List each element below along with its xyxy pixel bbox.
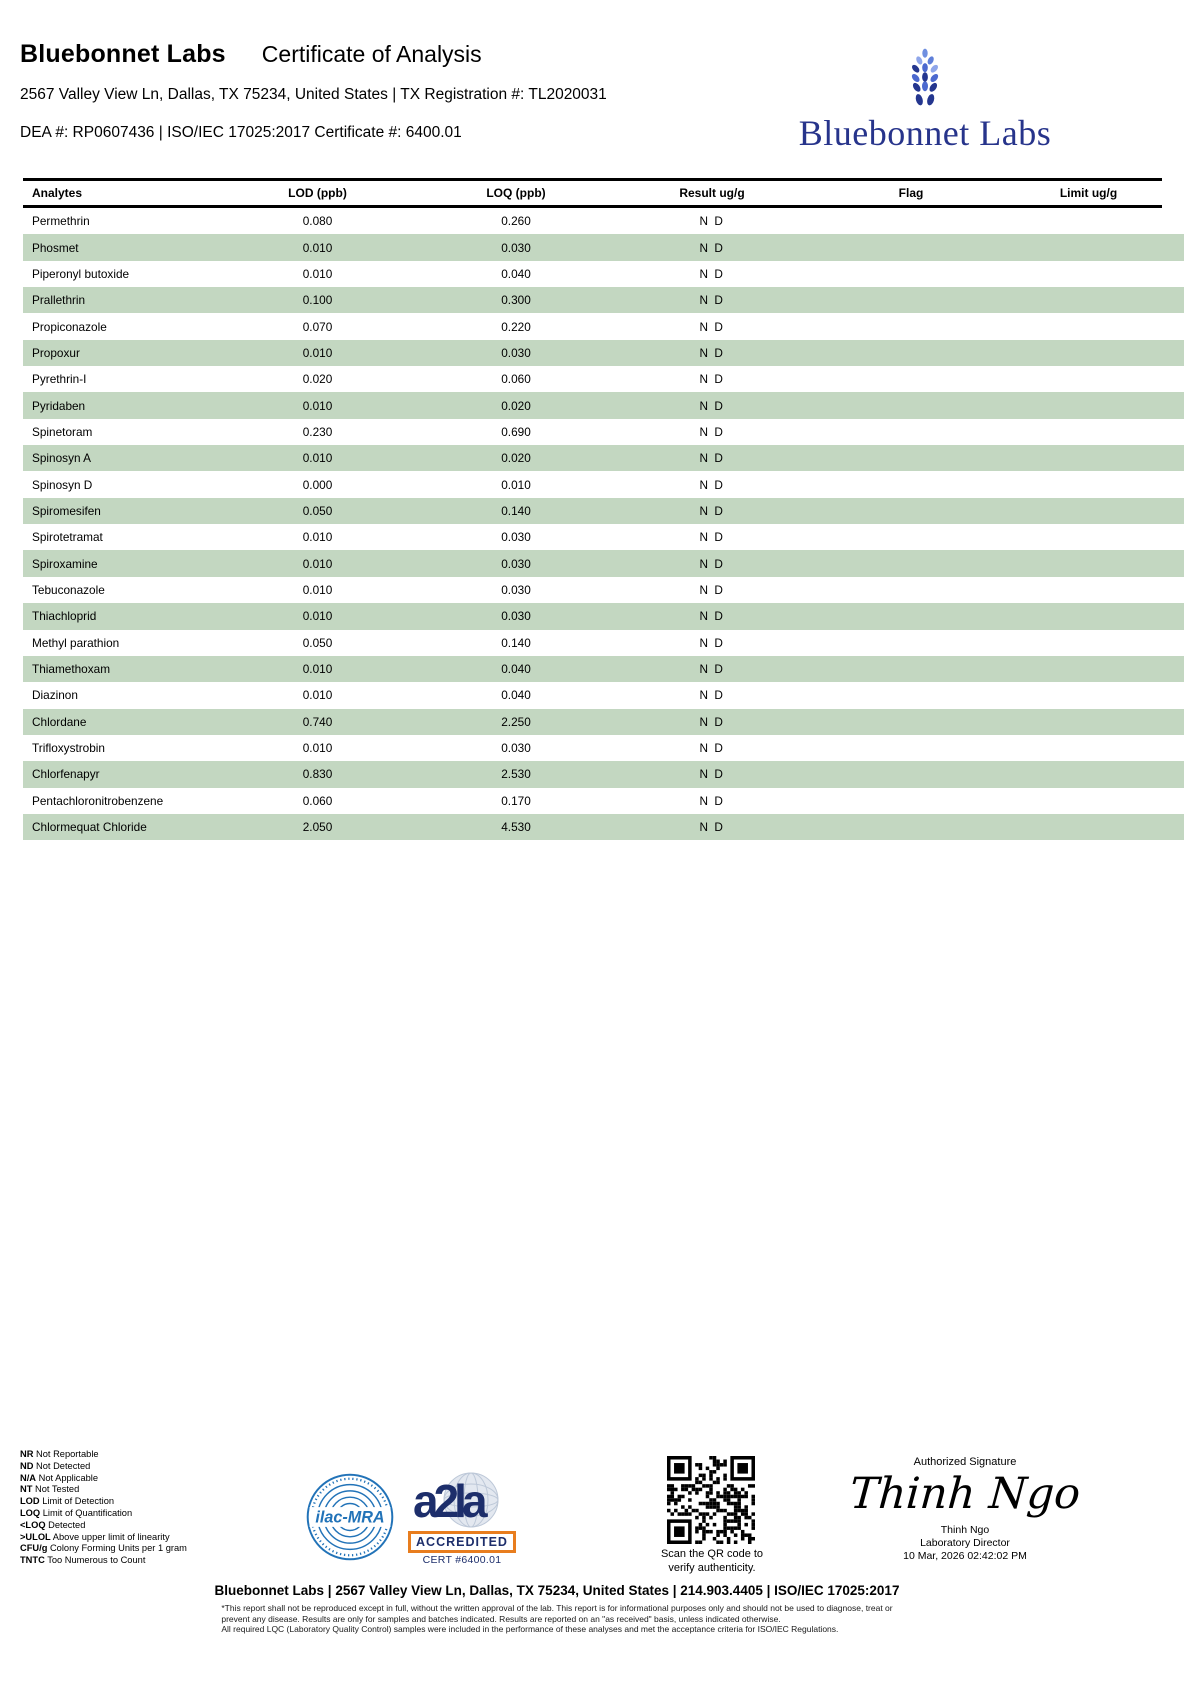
loq-cell: 0.010: [501, 477, 531, 492]
a2la-globe-icon: [407, 1470, 517, 1528]
flag-cell: [807, 208, 1015, 234]
result-cell: N D: [699, 451, 725, 466]
loq-cell: 0.020: [501, 451, 531, 466]
loq-cell: 0.140: [501, 503, 531, 518]
loq-cell: 4.530: [501, 820, 531, 835]
limit-cell: [1015, 577, 1184, 603]
limit-cell: [1015, 392, 1184, 418]
loq-cell: 0.060: [501, 372, 531, 387]
result-cell: N D: [699, 688, 725, 703]
lod-cell: 2.050: [302, 820, 333, 835]
limit-cell: [1015, 814, 1184, 840]
result-cell: N D: [699, 503, 725, 518]
table-row: [23, 630, 1184, 656]
table-row: [23, 682, 1184, 708]
lod-cell: 0.070: [302, 319, 333, 334]
header-title-row: [20, 40, 482, 69]
result-cell: N D: [699, 424, 725, 439]
disclaimer-line: prevent any disease. Results are only for samples and batches indicated. Results are reported on an "as received" basis, unless indicated otherwise.: [221, 1613, 781, 1624]
flag-cell: [807, 287, 1015, 313]
limit-cell: [1015, 682, 1184, 708]
analyte-cell: Thiachloprid: [32, 609, 97, 624]
column-header-flag: Flag: [898, 186, 924, 200]
result-cell: N D: [699, 319, 725, 334]
lod-cell: 0.010: [302, 398, 333, 413]
verification-qr-code: [667, 1456, 755, 1544]
analyte-cell: Thiamethoxam: [32, 662, 111, 677]
lod-cell: 0.010: [302, 530, 333, 545]
analyte-cell: Trifloxystrobin: [32, 741, 105, 756]
loq-cell: 0.040: [501, 688, 531, 703]
authorized-signature-label: Authorized Signature: [913, 1456, 1017, 1468]
limit-cell: [1015, 471, 1184, 497]
table-row: [23, 709, 1184, 735]
footer-disclaimer: [221, 1603, 892, 1635]
flag-cell: [807, 788, 1015, 814]
limit-cell: [1015, 524, 1184, 550]
result-cell: N D: [699, 266, 725, 281]
loq-cell: 0.030: [501, 345, 531, 360]
result-cell: N D: [699, 293, 725, 308]
table-row: [23, 419, 1184, 445]
analyte-cell: Pentachloronitrobenzene: [32, 793, 164, 808]
signer-name: Thinh Ngo: [940, 1524, 990, 1536]
result-cell: N D: [699, 477, 725, 492]
table-row: [23, 445, 1184, 471]
legend-item: NR Not Reportable: [20, 1449, 99, 1459]
result-cell: N D: [699, 609, 725, 624]
qr-caption: [592, 1548, 832, 1575]
lod-cell: 0.740: [302, 714, 333, 729]
column-header-lod: LOD (ppb): [288, 186, 347, 200]
lod-cell: 0.010: [302, 609, 333, 624]
footer-contact-line: Bluebonnet Labs | 2567 Valley View Ln, Dallas, TX 75234, United States | 214.903.4405 | ISO/IEC 17025:2017: [214, 1583, 900, 1598]
flag-cell: [807, 313, 1015, 339]
analyte-cell: Spiromesifen: [32, 503, 101, 518]
result-cell: N D: [699, 820, 725, 835]
analyte-cell: Spiroxamine: [32, 556, 98, 571]
limit-cell: [1015, 788, 1184, 814]
limit-cell: [1015, 761, 1184, 787]
table-row: [23, 735, 1184, 761]
loq-cell: 2.250: [501, 714, 531, 729]
column-header-loq: LOQ (ppb): [486, 186, 546, 200]
qr-caption-line1: Scan the QR code to: [660, 1548, 764, 1560]
signature-datetime: 10 Mar, 2026 02:42:02 PM: [903, 1550, 1027, 1562]
table-row: [23, 392, 1184, 418]
lod-cell: 0.000: [302, 477, 333, 492]
limit-cell: [1015, 340, 1184, 366]
analyte-cell: Pyridaben: [32, 398, 86, 413]
table-row: [23, 366, 1184, 392]
flag-cell: [807, 366, 1015, 392]
flag-cell: [807, 761, 1015, 787]
brand-logo-text: Bluebonnet Labs: [798, 113, 1052, 153]
lod-cell: 0.020: [302, 372, 333, 387]
lod-cell: 0.100: [302, 293, 333, 308]
limit-cell: [1015, 261, 1184, 287]
ilac-mra-logo: [305, 1472, 395, 1562]
analyte-cell: Pyrethrin-I: [32, 372, 87, 387]
flag-cell: [807, 630, 1015, 656]
table-row: [23, 656, 1184, 682]
signature-block: [840, 1456, 1090, 1563]
analyte-cell: Spinosyn D: [32, 477, 93, 492]
legend-item: CFU/g Colony Forming Units per 1 gram: [20, 1543, 187, 1554]
table-row: [23, 603, 1184, 629]
result-cell: N D: [699, 372, 725, 387]
flag-cell: [807, 577, 1015, 603]
lod-cell: 0.010: [302, 240, 333, 255]
flag-cell: [807, 735, 1015, 761]
limit-cell: [1015, 603, 1184, 629]
result-cell: N D: [699, 556, 725, 571]
limit-cell: [1015, 656, 1184, 682]
footer: [0, 1583, 1114, 1635]
flag-cell: [807, 392, 1015, 418]
table-row: [23, 287, 1184, 313]
signer-title: Laboratory Director: [920, 1537, 1010, 1549]
table-row: [23, 340, 1184, 366]
lod-cell: 0.060: [302, 793, 333, 808]
limit-cell: [1015, 287, 1184, 313]
table-row: [23, 788, 1184, 814]
limit-cell: [1015, 550, 1184, 576]
analyte-cell: Spinosyn A: [32, 451, 92, 466]
loq-cell: 0.030: [501, 741, 531, 756]
result-cell: N D: [699, 240, 725, 255]
table-header-row: [23, 181, 1162, 205]
lod-cell: 0.010: [302, 741, 333, 756]
analyte-cell: Permethrin: [32, 214, 90, 229]
limit-cell: [1015, 735, 1184, 761]
analyte-cell: Prallethrin: [32, 293, 86, 308]
lod-cell: 0.010: [302, 662, 333, 677]
result-cell: N D: [699, 714, 725, 729]
analyte-cell: Tebuconazole: [32, 582, 105, 597]
analyte-cell: Propoxur: [32, 345, 80, 360]
flag-cell: [807, 340, 1015, 366]
table-row: [23, 261, 1184, 287]
lab-address-line: 2567 Valley View Ln, Dallas, TX 75234, United States | TX Registration #: TL2020031: [20, 86, 607, 103]
limit-cell: [1015, 234, 1184, 260]
loq-cell: 0.140: [501, 635, 531, 650]
loq-cell: 0.040: [501, 266, 531, 281]
flag-cell: [807, 471, 1015, 497]
flag-cell: [807, 419, 1015, 445]
analyte-cell: Diazinon: [32, 688, 78, 703]
legend-item: >ULOL Above upper limit of linearity: [20, 1531, 170, 1542]
table-row: [23, 577, 1184, 603]
table-row: [23, 208, 1184, 234]
bluebonnet-flower-icon: [902, 48, 948, 108]
flag-cell: [807, 524, 1015, 550]
loq-cell: 0.030: [501, 582, 531, 597]
result-cell: N D: [699, 793, 725, 808]
a2la-logo: [404, 1470, 520, 1566]
table-row: [23, 550, 1184, 576]
table-row: [23, 524, 1184, 550]
loq-cell: 0.020: [501, 398, 531, 413]
column-header-analytes: Analytes: [32, 186, 83, 200]
table-row: [23, 814, 1184, 840]
lod-cell: 0.230: [302, 424, 333, 439]
flag-cell: [807, 550, 1015, 576]
table-row: [23, 234, 1184, 260]
limit-cell: [1015, 630, 1184, 656]
result-cell: N D: [699, 214, 725, 229]
legend-item: ND Not Detected: [20, 1460, 91, 1471]
analyte-cell: Chlorfenapyr: [32, 767, 100, 782]
result-cell: N D: [699, 530, 725, 545]
a2la-wordmark: a2la: [413, 1475, 483, 1527]
signature-script: Thinh Ngo: [848, 1469, 1082, 1519]
legend-item: NT Not Tested: [20, 1484, 80, 1495]
ilac-mra-label: ilac-MRA: [315, 1508, 385, 1527]
table-row: [23, 313, 1184, 339]
flag-cell: [807, 814, 1015, 840]
disclaimer-line: All required LQC (Laboratory Quality Control) samples were included in the performance of these analyses and met the acceptance criteria for ISO/IEC Regulations.: [221, 1624, 839, 1635]
legend-item: <LOQ Detected: [20, 1519, 86, 1530]
analyte-table: [23, 178, 1184, 840]
lod-cell: 0.050: [302, 635, 333, 650]
lod-cell: 0.010: [302, 451, 333, 466]
disclaimer-line: *This report shall not be reproduced except in full, without the written approval of the lab. This report is for informational purposes only and should not be used to diagnose, treat or: [221, 1603, 893, 1613]
limit-cell: [1015, 498, 1184, 524]
result-cell: N D: [699, 582, 725, 597]
analyte-cell: Propiconazole: [32, 319, 107, 334]
flag-cell: [807, 498, 1015, 524]
table-row: [23, 761, 1184, 787]
legend-item: LOD Limit of Detection: [20, 1496, 115, 1507]
dea-certificate-line: DEA #: RP0607436 | ISO/IEC 17025:2017 Certificate #: 6400.01: [20, 124, 462, 141]
loq-cell: 0.030: [501, 609, 531, 624]
document-title: Certificate of Analysis: [261, 41, 482, 67]
analyte-cell: Spinetoram: [32, 424, 93, 439]
flag-cell: [807, 682, 1015, 708]
legend-item: TNTC Too Numerous to Count: [20, 1555, 146, 1566]
limit-cell: [1015, 313, 1184, 339]
loq-cell: 0.030: [501, 240, 531, 255]
flag-cell: [807, 445, 1015, 471]
flag-cell: [807, 709, 1015, 735]
limit-cell: [1015, 208, 1184, 234]
qr-caption-line2: verify authenticity.: [668, 1561, 756, 1574]
abbreviation-legend: [20, 1449, 187, 1567]
limit-cell: [1015, 366, 1184, 392]
loq-cell: 0.040: [501, 662, 531, 677]
flag-cell: [807, 234, 1015, 260]
loq-cell: 0.170: [501, 793, 531, 808]
analyte-cell: Methyl parathion: [32, 635, 120, 650]
loq-cell: 0.260: [501, 214, 531, 229]
limit-cell: [1015, 419, 1184, 445]
loq-cell: 0.030: [501, 556, 531, 571]
lod-cell: 0.080: [302, 214, 333, 229]
loq-cell: 0.690: [501, 424, 531, 439]
lod-cell: 0.010: [302, 266, 333, 281]
brand-logo: [780, 48, 1070, 154]
loq-cell: 0.220: [501, 319, 531, 334]
result-cell: N D: [699, 662, 725, 677]
flag-cell: [807, 603, 1015, 629]
lod-cell: 0.010: [302, 345, 333, 360]
company-name: Bluebonnet Labs: [20, 40, 226, 68]
result-cell: N D: [699, 767, 725, 782]
limit-cell: [1015, 445, 1184, 471]
table-row: [23, 498, 1184, 524]
flag-cell: [807, 656, 1015, 682]
loq-cell: 0.030: [501, 530, 531, 545]
analyte-cell: Piperonyl butoxide: [32, 266, 130, 281]
lod-cell: 0.010: [302, 688, 333, 703]
limit-cell: [1015, 709, 1184, 735]
legend-item: N/A Not Applicable: [20, 1472, 99, 1483]
column-header-result: Result ug/g: [679, 186, 745, 200]
lod-cell: 0.830: [302, 767, 333, 782]
loq-cell: 0.300: [501, 293, 531, 308]
analyte-cell: Phosmet: [32, 240, 79, 255]
loq-cell: 2.530: [501, 767, 531, 782]
result-cell: N D: [699, 398, 725, 413]
a2la-cert-number: CERT #6400.01: [422, 1554, 502, 1566]
legend-item: LOQ Limit of Quantification: [20, 1507, 133, 1518]
column-header-limit: Limit ug/g: [1059, 186, 1118, 200]
analyte-cell: Chlormequat Chloride: [32, 820, 147, 835]
lod-cell: 0.010: [302, 556, 333, 571]
lod-cell: 0.050: [302, 503, 333, 518]
result-cell: N D: [699, 741, 725, 756]
result-cell: N D: [699, 345, 725, 360]
a2la-accredited-box: ACCREDITED: [408, 1531, 516, 1553]
table-row: [23, 471, 1184, 497]
analyte-cell: Chlordane: [32, 714, 87, 729]
result-cell: N D: [699, 635, 725, 650]
analyte-cell: Spirotetramat: [32, 530, 103, 545]
lod-cell: 0.010: [302, 582, 333, 597]
flag-cell: [807, 261, 1015, 287]
